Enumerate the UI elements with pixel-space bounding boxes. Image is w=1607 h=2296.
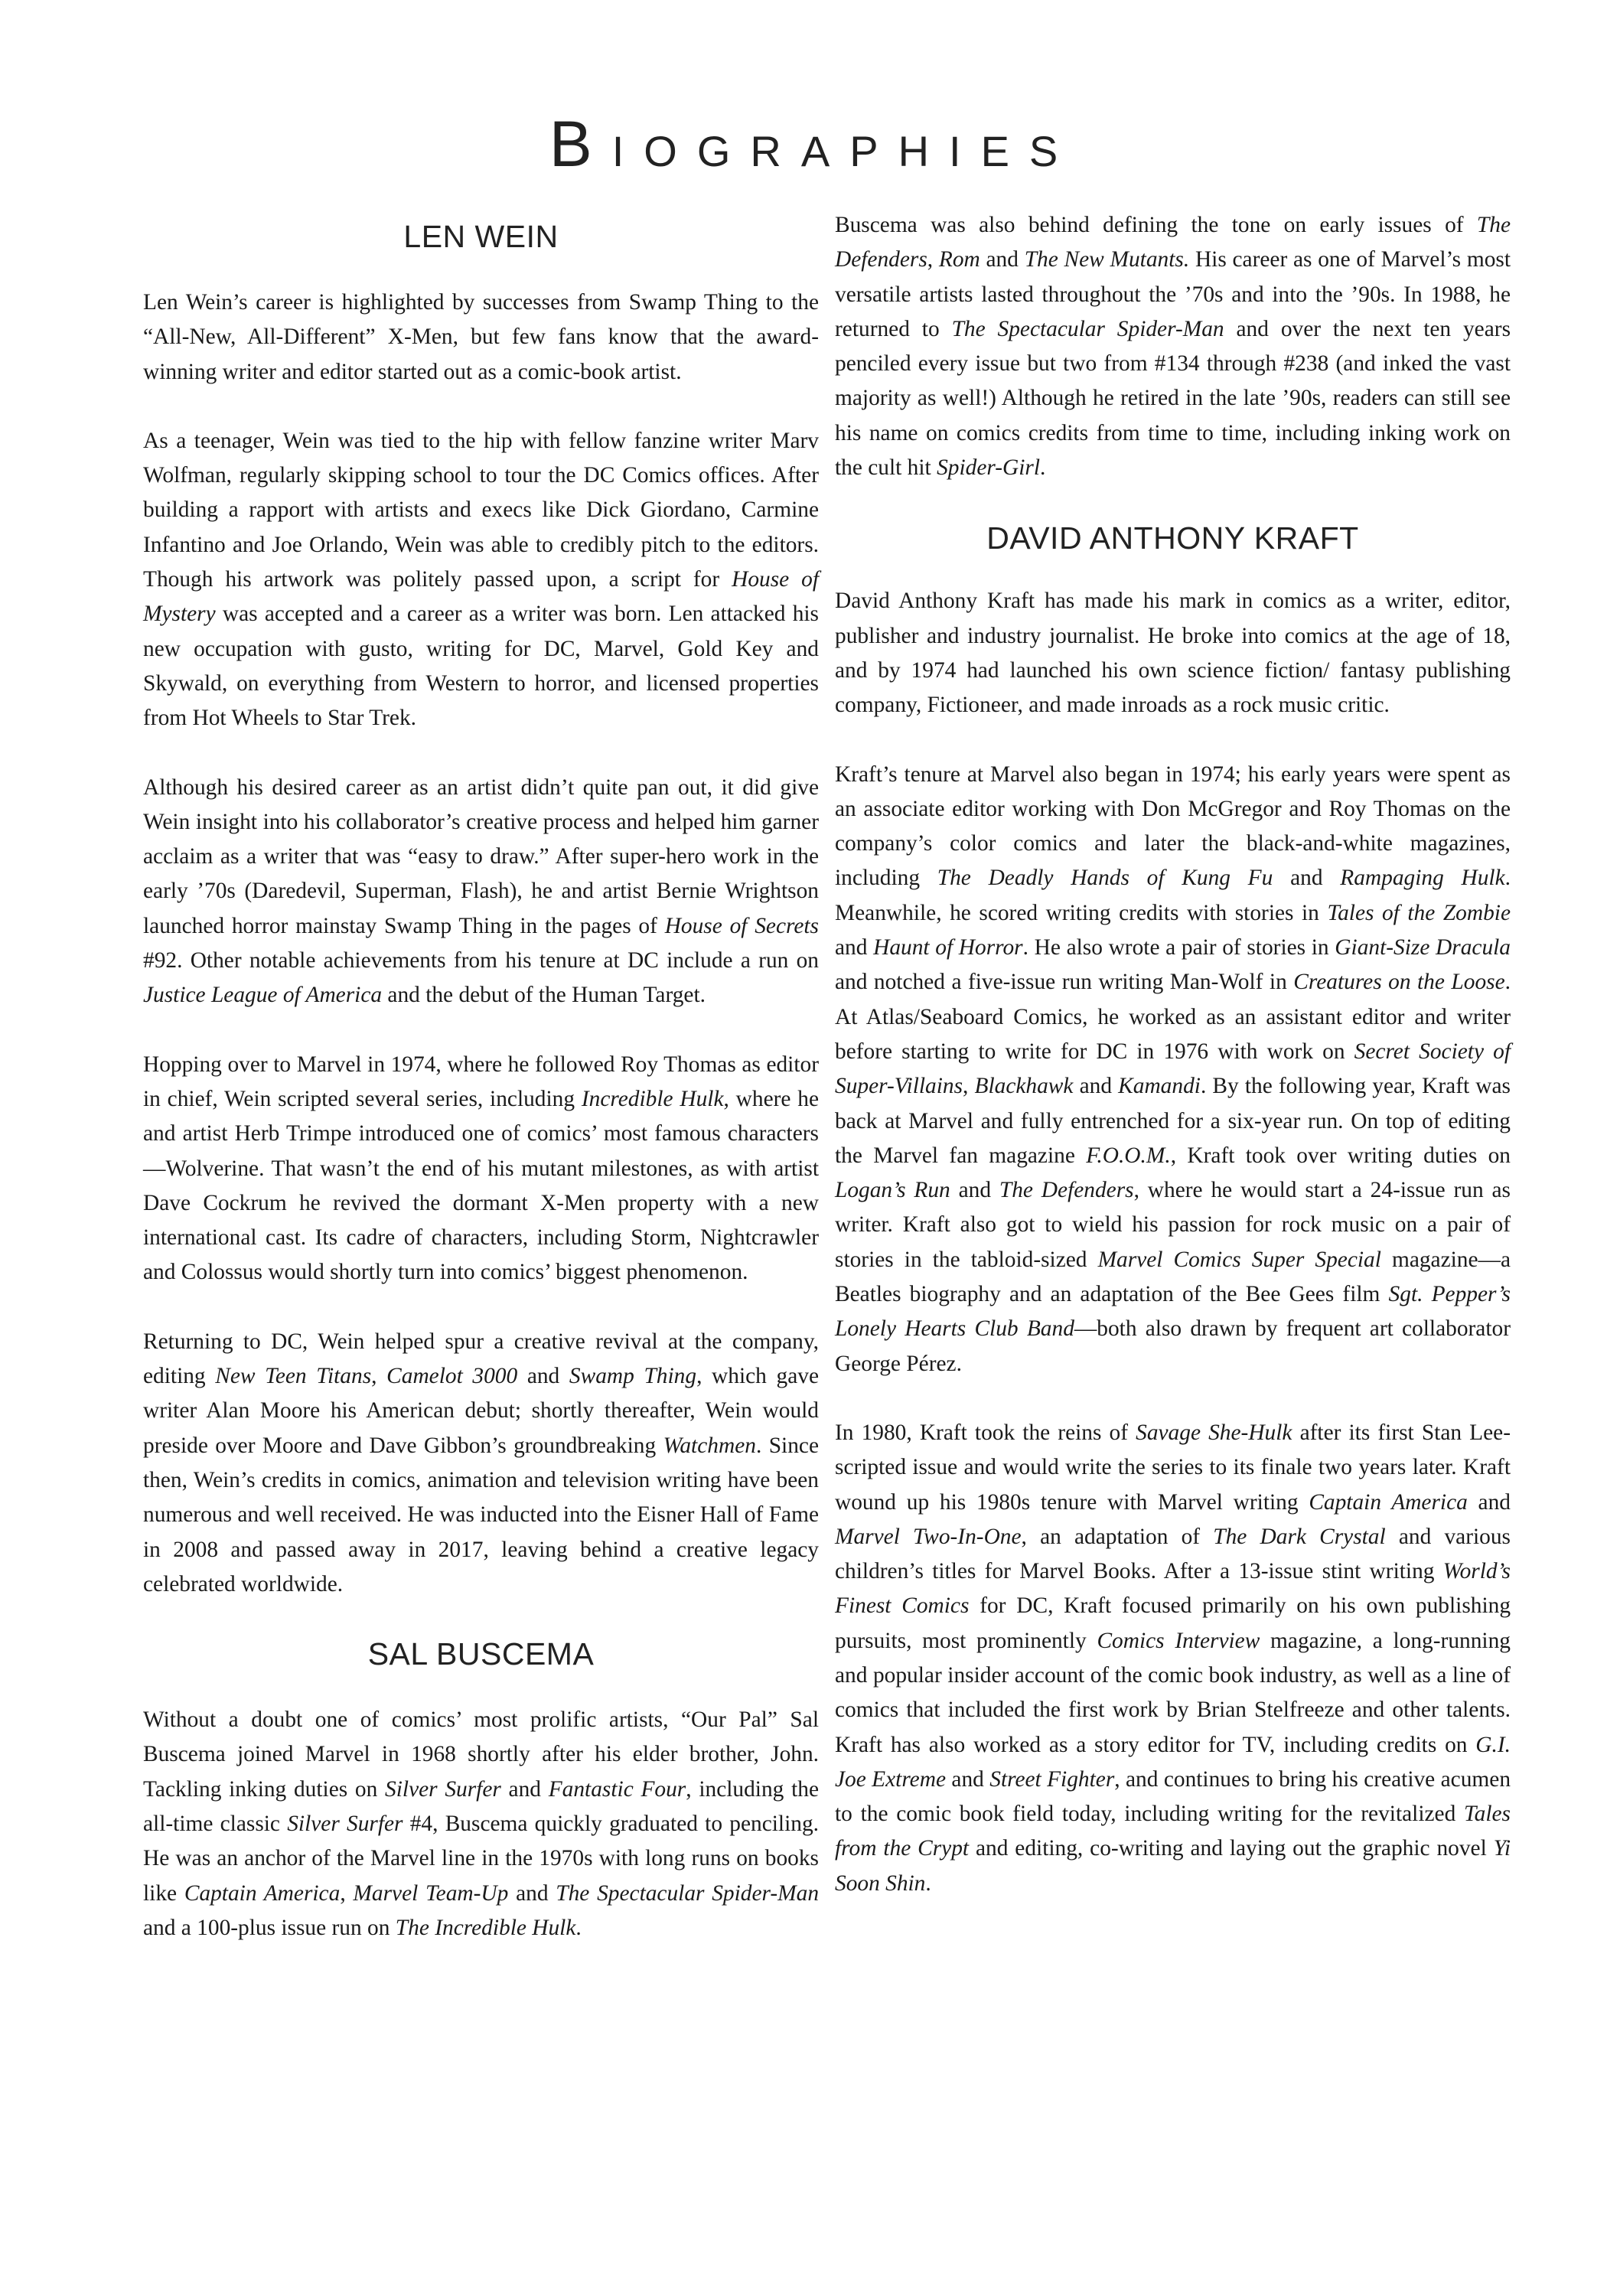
text: His career as one of Marvel’s most versatile artists lasted throughout the ’70s and into the ’90s. In 1988, he returned to (835, 247, 1511, 341)
len-wein-paragraph-5 (143, 1325, 819, 1602)
text: , an adaptation of (1021, 1524, 1214, 1549)
text: #4, Buscema quickly graduated to penciling. He was an anchor of the Marvel line in the 1970s with long runs on books like (143, 1811, 819, 1906)
text: , including the all-time classic (143, 1776, 819, 1836)
title-ref: Kamandi (1118, 1074, 1201, 1099)
title-ref: The Deadly Hands of Kung Fu (937, 866, 1273, 891)
text: and (517, 1364, 569, 1389)
text: , which gave writer Alan Moore his American debut; shortly thereafter, Wein would preside over Moore and Dave Gibbon’s groundbreaking (143, 1364, 820, 1458)
text: . Since then, Wein’s credits in comics, animation and television writing have been numerous and well received. He was inducted into the Eisner Hall of Fame in 2008 and passed away in 2017, leaving behind a creative legacy celebrated worldwide. (143, 1433, 819, 1596)
title-ref: Tales of the Zombie (1327, 900, 1511, 925)
title-ref: Silver Surfer (287, 1811, 403, 1836)
title-ref: Sgt. Pepper’s Lonely Hearts Club Band (835, 1282, 1511, 1342)
title-ref: New Teen Titans (215, 1364, 372, 1389)
title-ref: Watchmen (663, 1433, 756, 1458)
text: . (1040, 455, 1046, 481)
title-ref: Silver Surfer (385, 1776, 501, 1802)
text: #92. Other notable achievements from his tenure at DC include a run on (143, 948, 819, 974)
title-ref: Rampaging Hulk (1340, 866, 1505, 891)
title-ref: Incredible Hulk (581, 1086, 724, 1111)
title-ref: Street Fighter (989, 1766, 1115, 1792)
text: and (980, 247, 1025, 272)
title-ref: Comics Interview (1097, 1628, 1260, 1653)
title-ref: Captain America (1309, 1489, 1468, 1515)
len-wein-paragraph-1: Len Wein’s career is highlighted by successes from Swamp Thing to the “All-New, All-Different” X-Men, but few fans know that the award-winning writer and editor started out as a comic-book artist. (143, 290, 819, 384)
title-ref: Camelot 3000 (386, 1364, 518, 1389)
title-ref: Fantastic Four (548, 1776, 686, 1802)
text: Although his desired career as an artist didn’t quite pan out, it did give Wein insight into his collaborator’s creative process and helped him garner acclaim as a writer that was “easy to draw.” After super-hero work in the early ’70s (Daredevil, Superman, Flash), he and artist Bernie Wrightson launched horror mainstay Swamp Thing in the pages of (143, 775, 819, 938)
title-ref: Savage She-Hulk (1136, 1420, 1292, 1445)
text: was accepted and a career as a writer was born. Len attacked his new occupation with gusto, writing for DC, Marvel, Gold Key and Skywald, on everything from Western to horror, and licensed properties from Hot Wheels to Star Trek. (143, 602, 819, 731)
title-ref: The Defenders (999, 1178, 1134, 1203)
title-ref: Spider-Girl (937, 455, 1040, 481)
title-ref: Marvel Two-In-One (835, 1524, 1022, 1549)
text: Returning to DC, Wein helped spur a creative revival at the company, editing (143, 1329, 819, 1389)
text: , (371, 1364, 387, 1389)
title-ref: Creatures on the Loose (1293, 970, 1505, 995)
page-title-initial: B (549, 108, 612, 180)
text: and (1073, 1074, 1119, 1099)
left-column (143, 208, 819, 1980)
section-heading-len-wein: LEN WEIN (403, 219, 559, 254)
title-ref: Giant-Size Dracula (1335, 935, 1511, 960)
text: . He also wrote a pair of stories in (1022, 935, 1335, 960)
title-ref: The Spectacular Spider-Man (951, 316, 1224, 341)
title-ref: The Spectacular Spider-Man (556, 1880, 820, 1906)
len-wein-paragraph-2 (143, 424, 819, 736)
text: after its first Stan Lee-scripted issue and would write the series to its finale two years later. Kraft wound up his 1980s tenure with Marvel writing (835, 1420, 1511, 1515)
title-ref: The Defenders (835, 213, 1511, 272)
text: , where he would start a 24-issue run as writer. Kraft also got to wield his passion for rock music on a pair of stories in the tabloid-sized (835, 1178, 1511, 1272)
page-title (0, 107, 1607, 181)
text: , Kraft took over writing duties on (1170, 1143, 1511, 1168)
title-ref: House of Secrets (664, 913, 819, 938)
text: for DC, Kraft focused primarily on his own publishing pursuits, most prominently (835, 1593, 1511, 1653)
text: and various children’s titles for Marvel Books. After a 13-issue stint writing (835, 1524, 1511, 1584)
title-ref: Swamp Thing (569, 1364, 697, 1389)
text: Without a doubt one of comics’ most prolific artists, “Our Pal” Sal Buscema joined Marvel in 1968 shortly after his elder brother, John. Tackling inking duties on (143, 1707, 819, 1802)
text: , (340, 1880, 354, 1906)
david-kraft-paragraph-1: David Anthony Kraft has made his mark in comics as a writer, editor, publisher and industry journalist. He broke into comics at the age of 18, and by 1974 had launched his own science fiction/ fantasy publishing company, Fictioneer, and made inroads as a rock music critic. (835, 589, 1511, 718)
sal-buscema-paragraph-1 (143, 1703, 819, 1945)
text: As a teenager, Wein was tied to the hip with fellow fanzine writer Marv Wolfman, regularly skipping school to tour the DC Comics offices. After building a rapport with artists and execs like Dick Giordano, Carmine Infantino and Joe Orlando, Wein was able to credibly pitch to the editors. Though his artwork was politely passed upon, a script for (143, 428, 819, 592)
text: and (1467, 1489, 1511, 1515)
section-heading-sal-buscema: SAL BUSCEMA (367, 1636, 595, 1672)
text: . By the following year, Kraft was back at Marvel and fully entrenched for a six-year run. On top of editing the Marvel fan magazine (835, 1074, 1511, 1168)
title-ref: The Dark Crystal (1213, 1524, 1386, 1549)
title-ref: Tales from the Crypt (835, 1802, 1511, 1861)
title-ref: Yi Soon Shin (835, 1836, 1511, 1896)
text: and (1273, 866, 1341, 891)
text: . (925, 1870, 931, 1896)
text: , and continues to bring his creative acumen to the comic book field today, including writing for the revitalized (835, 1766, 1511, 1827)
text: magazine, a long-running and popular insider account of the comic book industry, as well as a line of comics that included the first work by Brian Stelfreeze and other talents. Kraft has also worked as a story editor for TV, including credits on (835, 1628, 1511, 1757)
text: and (500, 1776, 549, 1802)
text: and a 100-plus issue run on (143, 1915, 396, 1940)
title-ref: Logan’s Run (835, 1178, 950, 1203)
text: Kraft’s tenure at Marvel also began in 1974; his early years were spent as an associate editor working with Don McGregor and Roy Thomas on the company’s color comics and later the black-and-white magazines, including (835, 762, 1511, 891)
david-kraft-paragraph-3 (835, 1416, 1511, 1901)
text: and (950, 1178, 999, 1203)
title-ref: Haunt of Horror (873, 935, 1023, 960)
text: and editing, co-writing and laying out the graphic novel (969, 1836, 1494, 1861)
title-ref: House of Mystery (143, 567, 820, 627)
text: and (835, 935, 874, 960)
text: and the debut of the Human Target. (382, 983, 706, 1008)
text: . (575, 1915, 582, 1940)
text: , (927, 247, 939, 272)
text: and (946, 1766, 990, 1792)
title-ref: World’s Finest Comics (835, 1559, 1511, 1619)
text: Buscema was also behind defining the tone on early issues of (835, 213, 1477, 237)
title-ref: Rom (938, 247, 980, 272)
page-title-rest: IOGRAPHIES (611, 127, 1078, 175)
title-ref: Secret Society of Super-Villains (835, 1039, 1511, 1099)
title-ref: Captain America (184, 1880, 341, 1906)
text: and over the next ten years penciled every issue but two from #134 through #238 (and inked the vast majority as well!) Although he retired in the late ’90s, readers can still see his name on comics credits from time to time, including inking work on the cult hit (835, 316, 1511, 481)
text: and (508, 1880, 556, 1906)
title-ref: Justice League of America (143, 983, 383, 1008)
title-ref: The New Mutants. (1024, 247, 1190, 272)
len-wein-paragraph-3 (143, 771, 819, 1013)
text: , (963, 1074, 975, 1099)
david-kraft-paragraph-2 (835, 758, 1511, 1381)
title-ref: The Incredible Hulk (395, 1915, 576, 1940)
text: and notched a five-issue run writing Man-Wolf in (835, 970, 1294, 995)
right-column (835, 208, 1511, 1936)
title-ref: Marvel Team-Up (353, 1880, 509, 1906)
title-ref: Marvel Comics Super Special (1097, 1247, 1381, 1272)
text: . At Atlas/Seaboard Comics, he worked as an assistant editor and writer before starting to write for DC in 1976 with work on (835, 970, 1511, 1064)
title-ref: G.I. Joe Extreme (835, 1732, 1511, 1792)
text: —both also drawn by frequent art collaborator George Pérez. (835, 1316, 1511, 1376)
len-wein-paragraph-4 (143, 1048, 819, 1290)
text: , where he and artist Herb Trimpe introduced one of comics’ most famous characters—Wolverine. That wasn’t the end of his mutant milestones, as with artist Dave Cockrum he revived the dormant X-Men property with a new international cast. Its cadre of characters, including Storm, Nightcrawler and Colossus would shortly turn into comics’ biggest phenomenon. (143, 1086, 819, 1285)
title-ref: Blackhawk (974, 1074, 1074, 1099)
text: In 1980, Kraft took the reins of (835, 1420, 1136, 1445)
text: Hopping over to Marvel in 1974, where he followed Roy Thomas as editor in chief, Wein scripted several series, including (143, 1052, 819, 1111)
title-ref: F.O.O.M. (1086, 1143, 1171, 1168)
section-heading-david-kraft: DAVID ANTHONY KRAFT (986, 520, 1359, 556)
text: . Meanwhile, he scored writing credits with stories in (835, 866, 1511, 925)
text: magazine—a Beatles biography and an adaptation of the Bee Gees film (835, 1247, 1511, 1307)
sal-buscema-paragraph-2 (835, 208, 1511, 485)
